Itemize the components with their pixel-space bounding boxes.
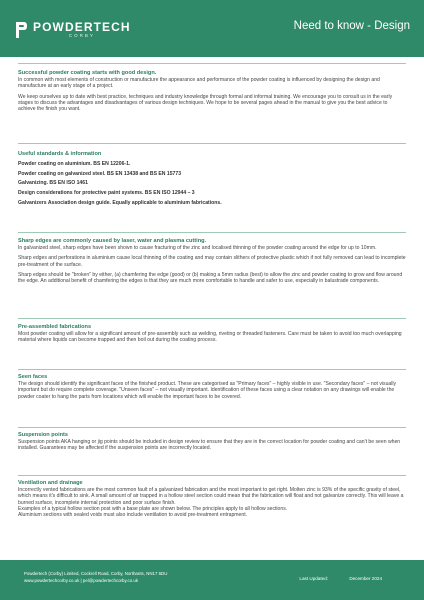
section-paragraph: In common with most elements of construction or manufacture the appearance and performance of the powder coating is influenced by designing the design and manufacture at an early stage of a project. xyxy=(18,77,380,90)
standard-item: Powder coating on galvanized steel. BS EN 13438 and BS EN 15773 xyxy=(18,170,182,177)
standard-item: Design considerations for protective paint systems. BS EN ISO 12944 – 3 xyxy=(18,190,195,197)
section-paragraph: In galvanized steel, sharp edges have been shown to cause fracturing of the zinc and localised thinning of the powder coating around the edge for up to 10mm. xyxy=(18,245,377,251)
footer-address: Powdertech (Corby) Limited, Cockrell Road, Corby, Northants, NN17 5DU xyxy=(24,571,168,576)
section-paragraph: Aluminium sections with sealed voids must also include ventilation to avoid pre-treatment entrapment. xyxy=(18,512,248,519)
section-heading: Successful powder coating starts with good design. xyxy=(18,70,157,76)
section-ventilation xyxy=(18,475,406,518)
section-paragraph: Incorrectly vented fabrications are the most common fault of a galvanized fabrication and the most important to get right. Molten zinc is 93% of the specific gravity of steel, which means it's difficult to sink. A small amount of air trapped in a hollow steel section could mean that the fabrication will float and not galvanize correctly. This will leave a burned surface, incomplete internal protection and poor surface finish. xyxy=(18,487,404,506)
section-heading: Pre-assembled fabrications xyxy=(18,324,92,330)
section-heading: Sharp edges are commonly caused by laser, water and plasma cutting. xyxy=(18,238,207,244)
section-heading: Ventilation and drainage xyxy=(18,480,83,486)
section-suspension-points xyxy=(18,427,406,452)
page-header xyxy=(0,0,424,57)
last-updated-value: December 2024 xyxy=(349,576,382,581)
company-logo xyxy=(14,18,131,42)
section-pre-assembled xyxy=(18,318,406,344)
page-footer xyxy=(0,560,424,600)
standard-item: Galvanizers Association design guide. Equally applicable to aluminium fabrications. xyxy=(18,199,222,206)
standard-item: Powder coating on aluminium. BS EN 12206-1. xyxy=(18,161,131,167)
standard-item: Galvanizing. BS EN ISO 1461 xyxy=(18,180,88,187)
section-paragraph: The design should identify the significant faces of the finished product. These are categorised as "Primary faces" – highly visible in use. "Secondary faces" – not visually important but do require complete coverage. "Unseen faces" – not visually important. Identification of these faces using a clear notation on any drawings will enable the powder coater to hang the parts from locations which will enable the important faces to be covered. xyxy=(18,381,397,400)
section-heading: Seen faces xyxy=(18,374,48,380)
section-seen-faces xyxy=(18,369,406,400)
section-heading: Useful standards & information xyxy=(18,151,102,157)
logo-sub-text: CORBY xyxy=(68,33,95,38)
last-updated-label: Last Updated: xyxy=(299,576,329,581)
logo-brand-text: POWDERTECH xyxy=(33,20,131,34)
footer-contact[interactable]: www.powdertechcorby.co.uk | pel@powdertechcorby.co.uk xyxy=(24,577,139,583)
section-paragraph: Sharp edges should be "broken" by either, (a) chamfering the edge (good) or (b) making a 5mm radius (best) to allow the zinc and powder coating to grow and flow around the edge. An additional benefit of chamfering the edges is that they are much more comfortable to handle and safer to use, especially in balustrade components. xyxy=(18,271,403,285)
logo-mark-icon xyxy=(14,21,28,39)
section-paragraph: Examples of a typical hollow section post with a base plate are shown below. The principles apply to all hollow sections. xyxy=(18,505,288,512)
section-paragraph: Sharp edges and perforations in aluminium cause local thinning of the coating and may contain slithers of protective plastic which if not fully removed can lead to incomplete pre-treatment of the surface. xyxy=(18,255,406,268)
section-sharp-edges xyxy=(18,232,406,284)
page-title: Need to know - Design xyxy=(293,20,410,32)
section-paragraph: Suspension points AKA hanging or jig points should be included in design review to ensure that they are in the correct location for powder coating and can't be seen when installed. Guarantees may be affected if the suspension points are incorrectly located. xyxy=(18,439,401,452)
section-heading: Suspension points xyxy=(18,432,69,438)
section-good-design xyxy=(18,63,406,112)
section-paragraph: We keep ourselves up to date with best practice, techniques and industry knowledge through formal and informal training. We encourage you to consult us in the early stages to discuss the advantages and disadvantages of various design techniques. We hope to be several pages ahead in the manual to give you the best advice to achieve the finish you want. xyxy=(18,93,393,113)
section-standards xyxy=(18,143,406,209)
section-paragraph: Most powder coating will allow for a significant amount of pre-assembly such as welding, riveting or threaded fasteners. Care must be taken to avoid too much overlapping material where liquids can become trapped and then boil out during the coating process. xyxy=(18,331,402,344)
